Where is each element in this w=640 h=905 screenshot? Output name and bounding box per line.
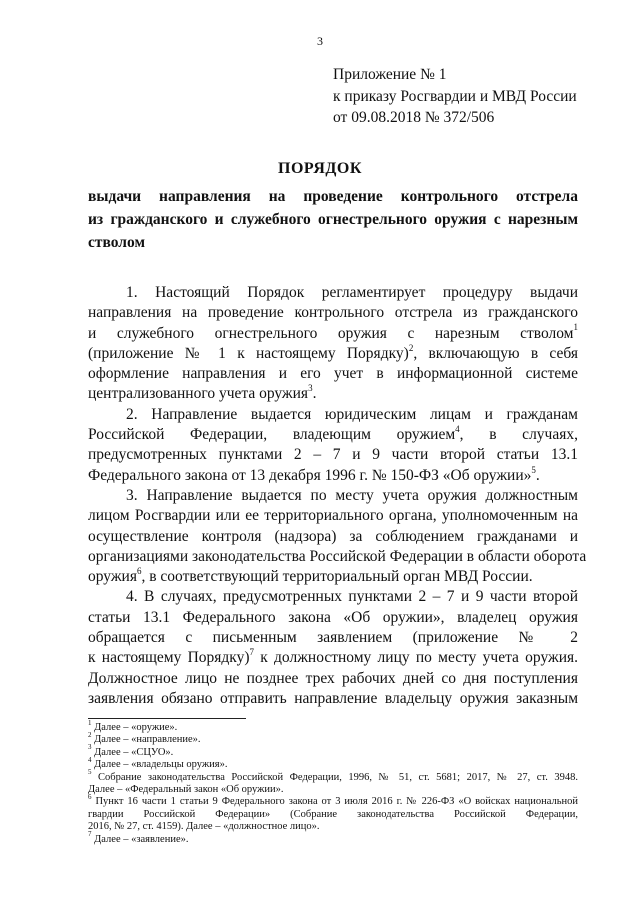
footnote: $^5$ Собрание законодательства Российской Федерации, 1996, № 51, ст. 5681; 2017, № 27, ст. 3948. bbox=[88, 768, 578, 783]
footnote: $^2$ Далее – «направление». bbox=[88, 730, 201, 746]
appendix-line: к приказу Росгвардии и МВД России bbox=[333, 87, 577, 105]
appendix-line: от 09.08.2018 № 372/506 bbox=[333, 109, 495, 126]
text-line: (приложение № 1 к настоящему Порядку)$^2$, включающую в себя bbox=[88, 342, 578, 362]
text-line: обращается с письменным заявлением (приложение № 2 bbox=[88, 629, 578, 647]
appendix-line: Приложение № 1 bbox=[333, 66, 447, 83]
text-line: направления на проведение контрольного отстрела из гражданского bbox=[88, 304, 578, 322]
footnote-marker: 4 bbox=[455, 423, 460, 434]
footnote: 2016, № 27, ст. 4159). Далее – «должностное лицо». bbox=[88, 821, 320, 833]
footnote: гвардии Российской Федерации» (Собрание законодательства Российской Федерации, bbox=[88, 808, 578, 820]
footnote-marker: 5 bbox=[531, 464, 536, 475]
footnote-marker: 6 bbox=[136, 566, 142, 576]
text-line: предусмотренных пунктами 2 – 7 и 9 части второй статьи 13.1 bbox=[88, 446, 578, 464]
footnote-marker: 4 bbox=[88, 755, 92, 764]
footnote: $^7$ Далее – «заявление». bbox=[88, 830, 189, 845]
footnote: $^1$ Далее – «оружие». bbox=[88, 718, 178, 733]
document-body bbox=[88, 283, 587, 709]
footnote-marker: 2 bbox=[408, 342, 414, 353]
text-line: 2. Направление выдается юридическим лицам и гражданам bbox=[126, 405, 578, 423]
document-title: ПОРЯДОК bbox=[278, 160, 362, 177]
text-line: 1. Настоящий Порядок регламентирует процедуру выдачи bbox=[126, 284, 578, 301]
footnote-marker: 6 bbox=[88, 792, 92, 801]
text-line: Федерального закона от 13 декабря 1996 г. № 150-ФЗ «Об оружии»$^5$. bbox=[88, 464, 540, 484]
text-line: Российской Федерации, владеющим оружием$^4$, в случаях, bbox=[88, 423, 578, 444]
paragraph-1 bbox=[88, 283, 578, 405]
text-line: 3. Направление выдается по месту учета оружия должностным bbox=[126, 486, 578, 504]
subtitle-line: из гражданского и служебного огнестрельного оружия с нарезным bbox=[88, 211, 578, 228]
paragraph-2 bbox=[88, 405, 578, 486]
footnote-marker: 2 bbox=[88, 730, 92, 739]
footnote: $^3$ Далее – «СЦУО». bbox=[88, 743, 174, 758]
paragraph-4 bbox=[88, 587, 578, 709]
text-line: осуществление контроля (надзора) за соблюдением гражданами и bbox=[88, 527, 578, 545]
footnote-divider bbox=[88, 718, 246, 719]
text-line: и служебного огнестрельного оружия с нарезным стволом$^1$ bbox=[88, 322, 578, 342]
text-line: централизованного учета оружия$^3$. bbox=[88, 383, 317, 403]
paragraph-3 bbox=[88, 486, 587, 587]
footnote-marker: 7 bbox=[88, 830, 92, 839]
text-line: к настоящему Порядку)$^7$ к должностному лицу по месту учета оружия. bbox=[88, 647, 579, 667]
footnote: Далее – «Федеральный закон «Об оружии». bbox=[88, 784, 284, 796]
text-line: заявления обязано отправить направление владельцу оружия заказным bbox=[88, 689, 578, 707]
subtitle-line: стволом bbox=[88, 234, 146, 251]
text-line: оформление направления и его учет в информационной системе bbox=[88, 365, 578, 383]
footnote-marker: 7 bbox=[249, 647, 255, 658]
footnote-marker: 1 bbox=[573, 322, 578, 333]
footnote-marker: 3 bbox=[308, 383, 313, 394]
document-subtitle bbox=[88, 185, 578, 254]
text-line: лицом Росгвардии или ее территориального органа, уполномоченным на bbox=[88, 507, 578, 525]
footnote: $^6$ Пункт 16 части 1 статьи 9 Федерального закона от 3 июля 2016 г. № 226-ФЗ «О войсках национальной bbox=[88, 792, 578, 808]
text-line: Должностное лицо не позднее трех рабочих дней со дня поступления bbox=[88, 669, 578, 687]
footnote: $^4$ Далее – «владельцы оружия». bbox=[88, 755, 228, 771]
page-number: 3 bbox=[317, 34, 323, 48]
footnote-marker: 5 bbox=[88, 768, 92, 777]
footnote-marker: 1 bbox=[88, 718, 92, 727]
footnotes bbox=[88, 718, 578, 846]
subtitle-line: выдачи направления на проведение контрольного отстрела bbox=[88, 188, 578, 205]
footnote-marker: 3 bbox=[88, 743, 92, 752]
appendix-header bbox=[333, 64, 577, 129]
text-line: 4. В случаях, предусмотренных пунктами 2 – 7 и 9 части второй bbox=[126, 588, 578, 606]
text-line: статьи 13.1 Федерального закона «Об оружии», владелец оружия bbox=[88, 608, 578, 626]
text-line: организациями законодательства Российской Федерации в области оборота bbox=[88, 547, 587, 565]
text-line: оружия$^6$, в соответствующий территориальный орган МВД России. bbox=[88, 566, 533, 586]
